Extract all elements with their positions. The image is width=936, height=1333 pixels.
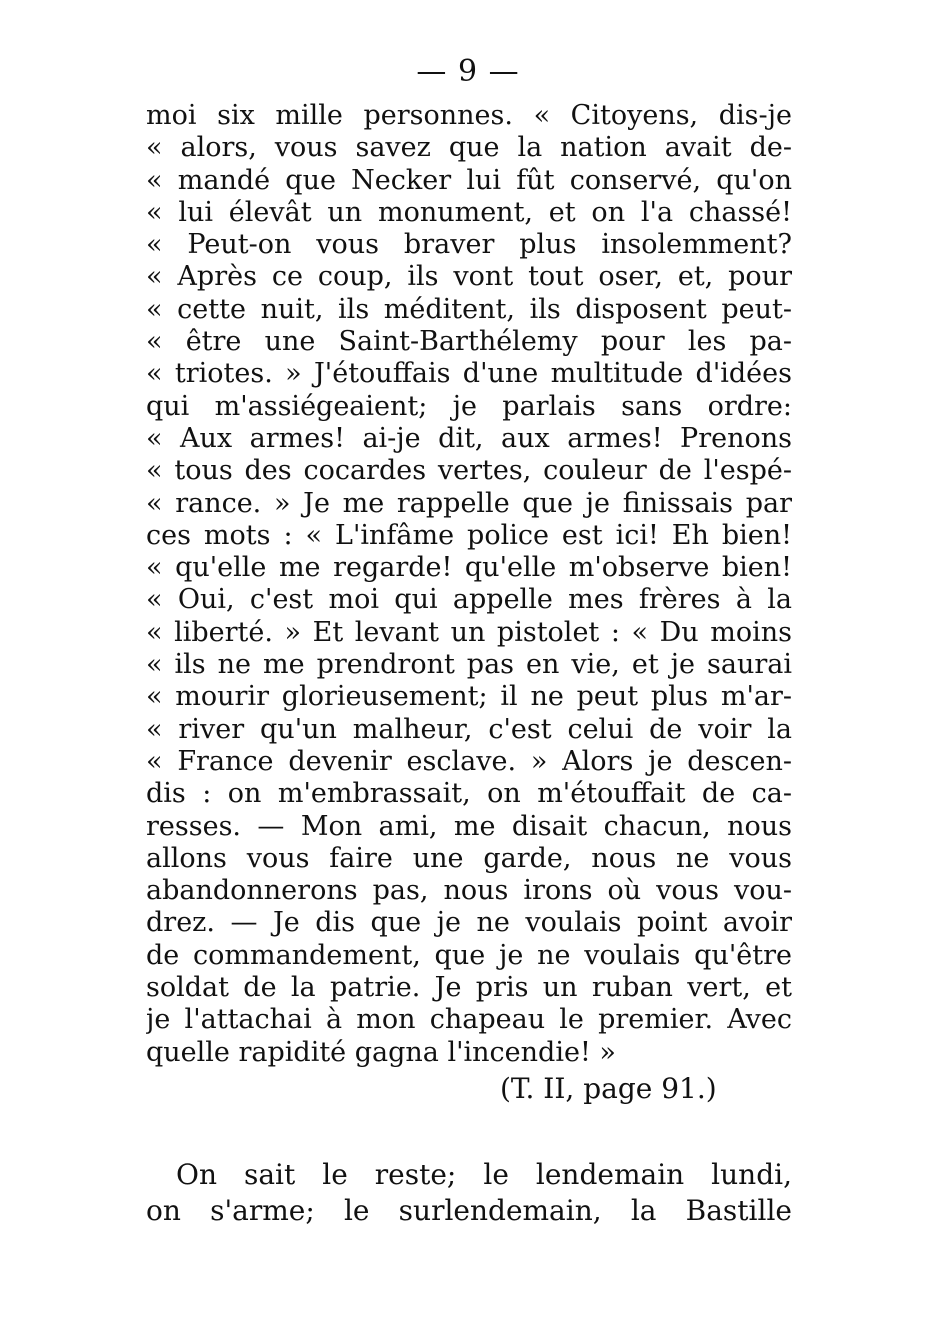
text-line: « Après ce coup, ils vont tout oser, et, pour	[146, 261, 792, 293]
text-line: « qu'elle me regarde! qu'elle m'observe bien!	[146, 552, 792, 584]
text-line: abandonnerons pas, nous irons où vous vou-	[146, 875, 792, 907]
text-line: dis : on m'embrassait, on m'étouffait de ca-	[146, 778, 792, 810]
text-line: moi six mille personnes. « Citoyens, dis-je	[146, 100, 792, 131]
text-line: ces mots : « L'infâme police est ici! Eh bien!	[146, 519, 792, 551]
page-number: — 9 —	[416, 54, 520, 89]
text-line: « mourir glorieusement; il ne peut plus m'ar-	[146, 681, 792, 713]
text-line: soldat de la patrie. Je pris un ruban vert, et	[146, 972, 792, 1004]
text-line: « Oui, c'est moi qui appelle mes frères à la	[146, 584, 792, 616]
text-line: « être une Saint-Barthélemy pour les pa-	[146, 326, 792, 358]
text-line: « cette nuit, ils méditent, ils disposent peut-	[146, 293, 792, 325]
paragraph-narrative	[146, 1157, 792, 1229]
text-line: « river qu'un malheur, c'est celui de voir la	[146, 713, 792, 745]
text-line: qui m'assiégeaient; je parlais sans ordre:	[146, 390, 792, 422]
text-line: « liberté. » Et levant un pistolet : « Du moins	[146, 616, 792, 648]
text-line: allons vous faire une garde, nous ne vous	[146, 842, 792, 874]
text-line: « rance. » Je me rappelle que je finissais par	[146, 487, 792, 519]
text-line: On sait le reste; le lendemain lundi,	[176, 1158, 792, 1191]
text-line: resses. — Mon ami, me disait chacun, nous	[146, 810, 792, 842]
citation: (T. II, page 91.)	[500, 1072, 717, 1105]
text-line: « Aux armes! ai-je dit, aux armes! Prenons	[146, 422, 792, 454]
text-line: « France devenir esclave. » Alors je descen-	[146, 745, 792, 777]
text-line: « lui élevât un monument, et on l'a chassé!	[146, 196, 792, 228]
text-line: on s'arme; le surlendemain, la Bastille	[146, 1194, 792, 1227]
text-line: « Peut-on vous braver plus insolemment?	[146, 229, 792, 261]
text-line: « ils ne me prendront pas en vie, et je saurai	[146, 649, 792, 681]
text-line: de commandement, que je ne voulais qu'être	[146, 939, 792, 971]
text-line: quelle rapidité gagna l'incendie! »	[146, 1036, 616, 1068]
paragraph-quote	[146, 100, 792, 1069]
text-line: « alors, vous savez que la nation avait de-	[146, 132, 792, 164]
text-line: « mandé que Necker lui fût conservé, qu'on	[146, 164, 792, 196]
text-line: « triotes. » J'étouffais d'une multitude d'idées	[146, 358, 792, 390]
text-line: je l'attachai à mon chapeau le premier. Avec	[146, 1004, 792, 1036]
text-line: drez. — Je dis que je ne voulais point avoir	[146, 907, 792, 939]
text-line: « tous des cocardes vertes, couleur de l'espé-	[146, 455, 792, 487]
